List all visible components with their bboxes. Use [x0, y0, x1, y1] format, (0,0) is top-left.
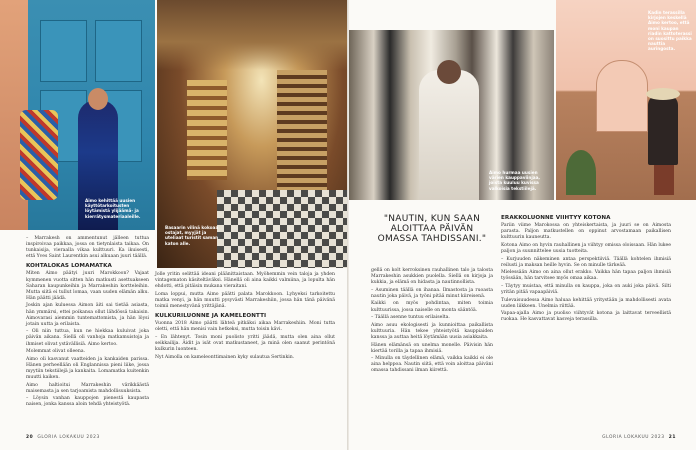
paragraph: Pariin viime Marokossa on yhteiskertaista, ja juuri se on Aimosta parasta. Paljon matkustellen on oppinut arvostamaan paikallisen kulttuurin kauneutta.: [501, 223, 671, 241]
paragraph: Aimo haltioitui Marrakeshin värikkäästä maisemasta ja sen tarjoamista mahdollisuuksista.: [26, 382, 149, 394]
publication-left: GLORIA LOKAKUU 2023: [37, 435, 100, 440]
left-footer: [26, 435, 100, 440]
left-col-1: [26, 236, 149, 410]
right-col-2: [501, 212, 671, 325]
page-number-left: 20: [26, 435, 34, 440]
paragraph: – Kurjuuden näkeminen antaa perspektiiviä. Täällä kohtelen ihmisiä reilusti ja maksan heille hyvin. Se on minulle tärkeää.: [501, 256, 671, 268]
paragraph: Nyt Aimolla on kameleonttimainen kyky sulautua Sertinkin.: [155, 354, 295, 360]
pull-quote: "NAUTIN, KUN SAAN ALOITTAA PÄIVÄN OMASSA TAHDISSANI.": [377, 214, 487, 244]
paragraph: Vapaa-ajalla Aimo ja puoliso viihtyvät kotona ja laittavat terveellistä ruokaa. He kasvattavat kasveja terassilla.: [501, 311, 671, 323]
left-page: [0, 0, 347, 450]
paragraph: – Täytyy muistaa, että minulla on kauppa, joka on auki joka päivä. Silti yritän pitää vapaapäiviä.: [501, 283, 671, 296]
paragraph: – En lähtenyt. Tosin moni puolisto yritti jäädä, mutta olen aina ollut seikkailija. Äidit ja isät ovat matkustaneet, ja minä olen saanut perintönä kulkurin luonteen.: [155, 334, 335, 353]
left-col-2: [155, 272, 335, 362]
paragraph: Jolle yritin selittää ideani pläänittaistaan. Myöhemmin vein taloja ja yhden vintagematon käsiteltäväksi. Hänellä oli aina kaikki valmiina, ja lopulta hän ehdotti, että pitäisin mukana vieraitani.: [155, 272, 335, 290]
paragraph: Joskin ajan kuluessa Aimon äiti sai tietää asiasta, hän ymmärsi, ettei poikansa ollut lähdössä takaisin. Aimovarasi aiemmin tuntemattomista, ja hän löysi jotain uutta ja erilaista.: [26, 303, 149, 327]
right-footer: [602, 435, 676, 440]
photo-blue-door: [0, 0, 155, 230]
caption-riad-photo: Kadin terassilla kirjojen keskellä Aimo kertoo, että moni kaupan riadin kattoterassi on suosittu paikka nauttia auringosta.: [648, 10, 692, 52]
section-heading-kulkuri: KULKURILUONNE JA KAMELEONTTI: [155, 313, 267, 320]
paragraph: – Asuminen täällä on ihanaa. Ilmastosta ja ruoasta nautin joka päivä, ja työni pitää minut kiireisenä.: [371, 287, 493, 299]
paragraph: Kotona Aimo on hyvin rauhallinen ja viihtyy omissa oloissaan. Hän lukee paljon ja suunnittelee uusia tuotteita.: [501, 242, 671, 254]
paragraph: Aimo oli kasvanut vaatteiden ja kankaiden parissa. Hänen perheellään oli Englannissa pieni liike, jossa myytiin tekstiilejä ja kankaita. Lomamatka kuitenkin muutti kaiken.: [26, 356, 149, 380]
intro-paragraph: – Marrakesh on ammentunut jälleen tuttua inspiroivaa paikkaa, jossa on tietynlaista taikaa. On tunkaisija, vieraalla vikaa kulttuuri. Ka ikuisesti, että Yves Saint Laurentkin asui alkuaan juuri täällä.: [26, 236, 149, 260]
paragraph: – Minulla on täydellinen elämä, vaikka kaikki ei ole aina helppoa. Nautin siitä, että voin aloittaa päiväni omassa tahdissani ilman kiirettä.: [371, 356, 493, 374]
paragraph: Mielessään Aimo on aina ollut erakko. Vaikka hän tapaa paljon ihmisiä työssään, hän tarvitsee myös omaa aikaa.: [501, 270, 671, 282]
right-page: [349, 0, 696, 450]
paragraph: – Löysin vanhan kauppojen pienestä kaupasta naisen, jonka kanssa aloin tehdä yhteistyötä.: [26, 396, 149, 408]
photo-souk-market: [157, 0, 347, 268]
paragraph: Aimo asuu ekologisesti ja kunnioittaa paikallista kulttuuria. Hän tekee yhteistyötä kauppiaiden kanssa ja auttaa heitä löytämään uusia asiakkaita.: [371, 322, 493, 340]
caption-left-photo: Aimo kehittää uusien käyttötarkoitusten löytämistä ylijäämä- ja kierrätysmateriaaleille.: [85, 198, 141, 219]
paragraph: Miten Aimo päätyi juuri Marokkoon? Vajaat kymmenen vuotta sitten hän matkusti asettuakseen Saharan kaupunkeihin ja Marrakeshin kortteleihin. Mutta siitä ei tullut lomaa, vaan uuden elämän alku. Hän päätti jäädä.: [26, 271, 149, 301]
paragraph: – Täällä asenne tuntuu erilaiselta.: [371, 315, 450, 321]
caption-textiles-photo: Aimo hurmaa uusien värien kauppaviinjaa, joista kuuluu kuvissa valkoisia tekstiilejä.: [489, 170, 541, 191]
section-heading-kohtalokas: KOHTALOKAS LOMAMATKA: [26, 263, 112, 270]
page-number-right: 21: [668, 435, 676, 440]
right-col-1: [371, 268, 493, 376]
paragraph: Molemmat olivat olleena.: [26, 349, 86, 355]
paragraph: Loma loppui, mutta Aimo päätti palata Marokkoon. Lyhyeksi tarkoitettu matka venyi, ja hän muutti pysyvästi Marrakeshiin, jossa hän tänä päivänä toimii menestyvänä yrittäjänä.: [155, 291, 335, 309]
section-heading-erakko: ERAKKOLUONNE VIIHTYY KOTONA: [501, 215, 611, 221]
paragraph: Vuonna 2018 Aimo päätti lähteä pitkäksi aikaa Marrakeshiin. Moni tutta oletti, että hän menisi vain hetkeksi, mutta toisin kävi.: [155, 321, 335, 333]
paragraph: Hänen elämänsä on unelma monelle. Päivisin hän kiertää torilla ja tapaa ihmisiä.: [371, 342, 493, 354]
publication-right: GLORIA LOKAKUU 2023: [602, 435, 665, 440]
textile-bag: [20, 110, 58, 200]
photo-riad-terrace: [556, 0, 696, 200]
paragraph: gellä on kolt kerroksinen rauhallinen talo ja talosta Marrakeshin asukkien puolella. Siellä on kirjoja ja kukkia, ja elämä on hidasta ja nautinnollista.: [371, 268, 493, 286]
photo-textiles: [349, 30, 554, 200]
paragraph: Kaikki on myös pohdintaa, miten toimia kulttuurissa, jossa naiselle on monta sääntöä.: [371, 301, 493, 313]
caption-souk-photo: Basaarin vilinä kokoaa ostajat, myyjät ja uteliaat turistit saman katon alle.: [165, 225, 219, 246]
paragraph: – Oli niin tuttua, kun ne hiekkaa kuluivat joka päivän aikana. Siellä oli vanhoja matkamuistoja ja ihmiset olivat ystävällisiä. Aimo kertoo.: [26, 329, 149, 347]
paragraph: Tulevaisuudessa Aimo haluaa kehittää yritystään ja mahdollisesti avata uuden liikkeen. Unelmia riittää.: [501, 297, 671, 309]
